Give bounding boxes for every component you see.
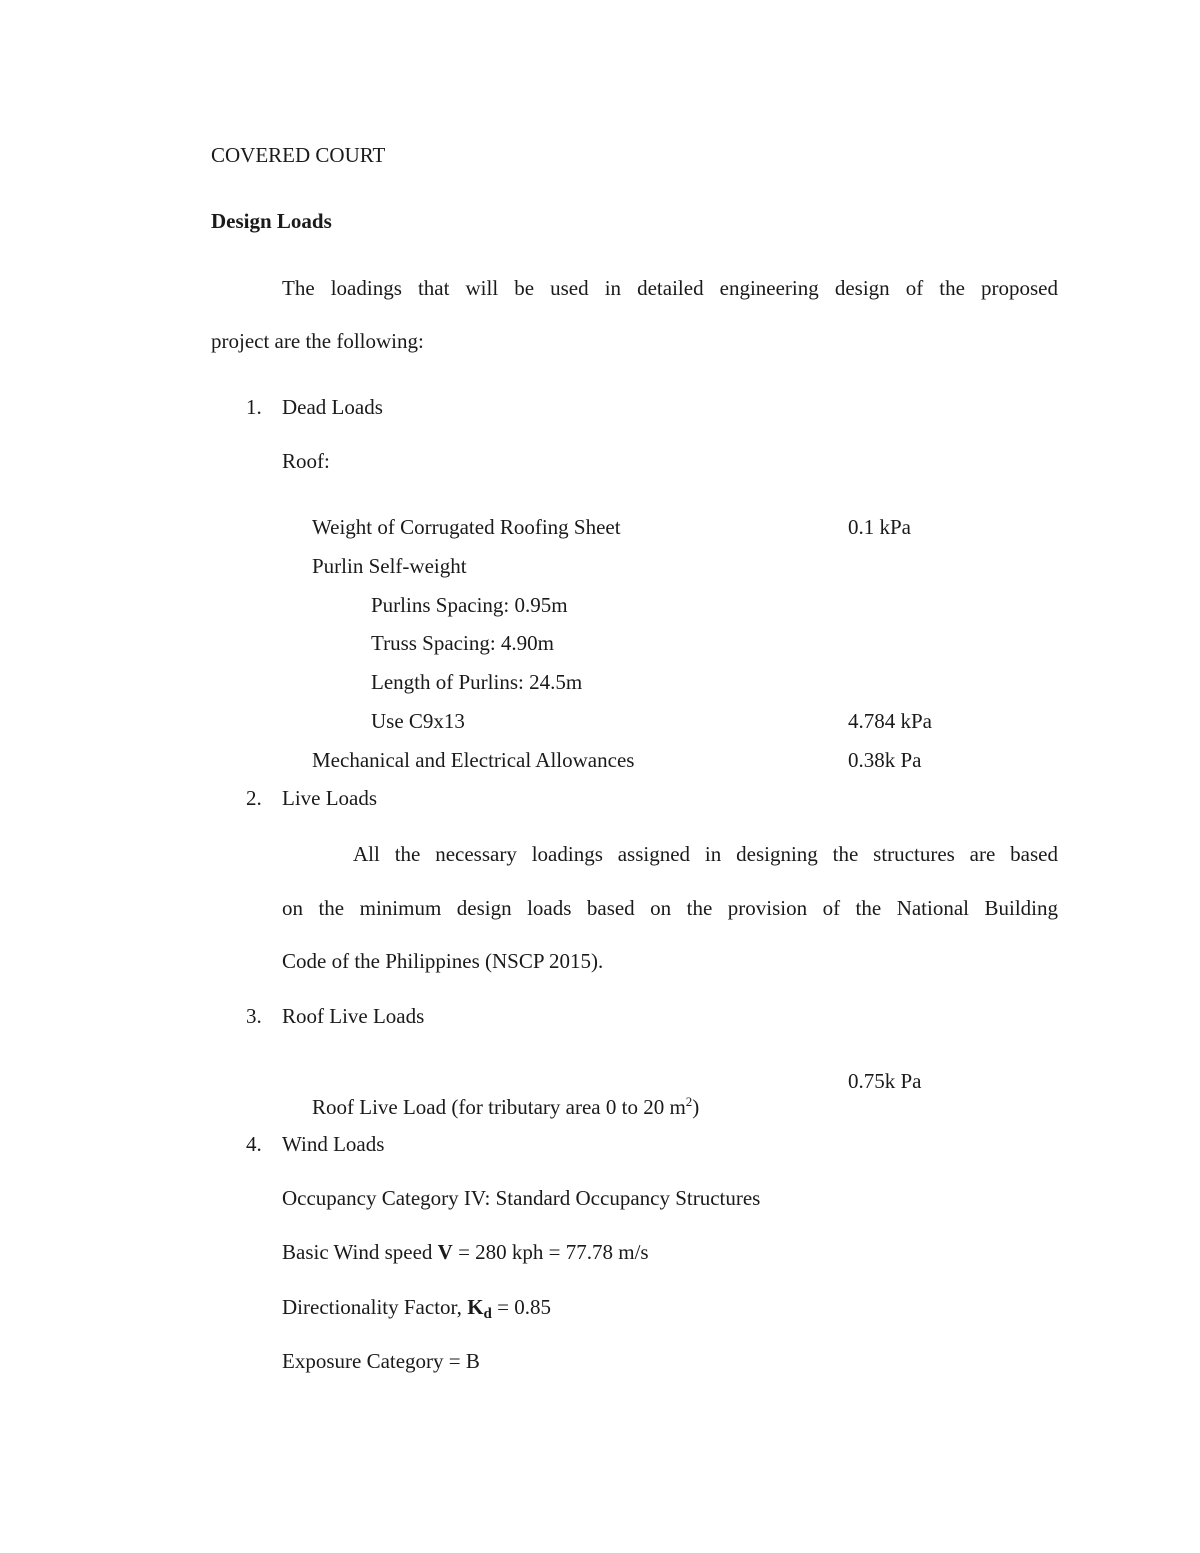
- roof-live-load-label: Roof Live Load (for tributary area 0 to 20 $m^2$): [312, 1094, 700, 1119]
- list-number-2: 2.: [246, 786, 262, 810]
- roof-label: Roof:: [282, 449, 330, 473]
- occupancy-category: Occupancy Category IV: Standard Occupancy Structures: [282, 1186, 761, 1210]
- mech-elec-label: Mechanical and Electrical Allowances: [312, 748, 635, 772]
- purlin-self-weight-label: Purlin Self-weight: [312, 554, 467, 578]
- mech-elec-value: 0.38k Pa: [848, 748, 922, 772]
- purlin-length: Length of Purlins: 24.5m: [371, 670, 583, 694]
- purlin-spacing: Purlins Spacing: 0.95m: [371, 593, 568, 617]
- list-number-4: 4.: [246, 1132, 262, 1156]
- section-use: Use C9x13: [371, 709, 465, 733]
- corrugated-sheet-value: 0.1 kPa: [848, 515, 911, 539]
- wind-loads-heading: Wind Loads: [282, 1132, 385, 1156]
- list-number-3: 3.: [246, 1004, 262, 1028]
- exposure-category: Exposure Category = B: [282, 1349, 480, 1373]
- intro-paragraph-line2: project are the following:: [211, 329, 424, 353]
- live-loads-paragraph-line2: on the minimum design loads based on the provision of the National Building: [282, 896, 1058, 920]
- list-number-1: 1.: [246, 395, 262, 419]
- live-loads-paragraph-line1: All the necessary loadings assigned in designing the structures are based: [353, 842, 1058, 866]
- dead-loads-heading: Dead Loads: [282, 395, 383, 419]
- corrugated-sheet-label: Weight of Corrugated Roofing Sheet: [312, 515, 621, 539]
- live-loads-paragraph-line3: Code of the Philippines (NSCP 2015).: [282, 949, 604, 973]
- square-superscript: 2: [685, 1094, 693, 1109]
- intro-paragraph-line1: The loadings that will be used in detailed engineering design of the proposed: [282, 276, 1058, 300]
- section-heading: Design Loads: [211, 209, 332, 233]
- truss-spacing: Truss Spacing: 4.90m: [371, 631, 555, 655]
- document-title: COVERED COURT: [211, 143, 386, 167]
- roof-live-load-value: 0.75k Pa: [848, 1069, 922, 1093]
- basic-wind-speed: Basic Wind speed V = 280 kph = 77.78 m/s: [282, 1240, 649, 1264]
- live-loads-heading: Live Loads: [282, 786, 378, 810]
- roof-live-loads-heading: Roof Live Loads: [282, 1004, 425, 1028]
- section-use-value: 4.784 kPa: [848, 709, 932, 733]
- directionality-factor: Directionality Factor, $K_d = 0.85$: [282, 1295, 551, 1322]
